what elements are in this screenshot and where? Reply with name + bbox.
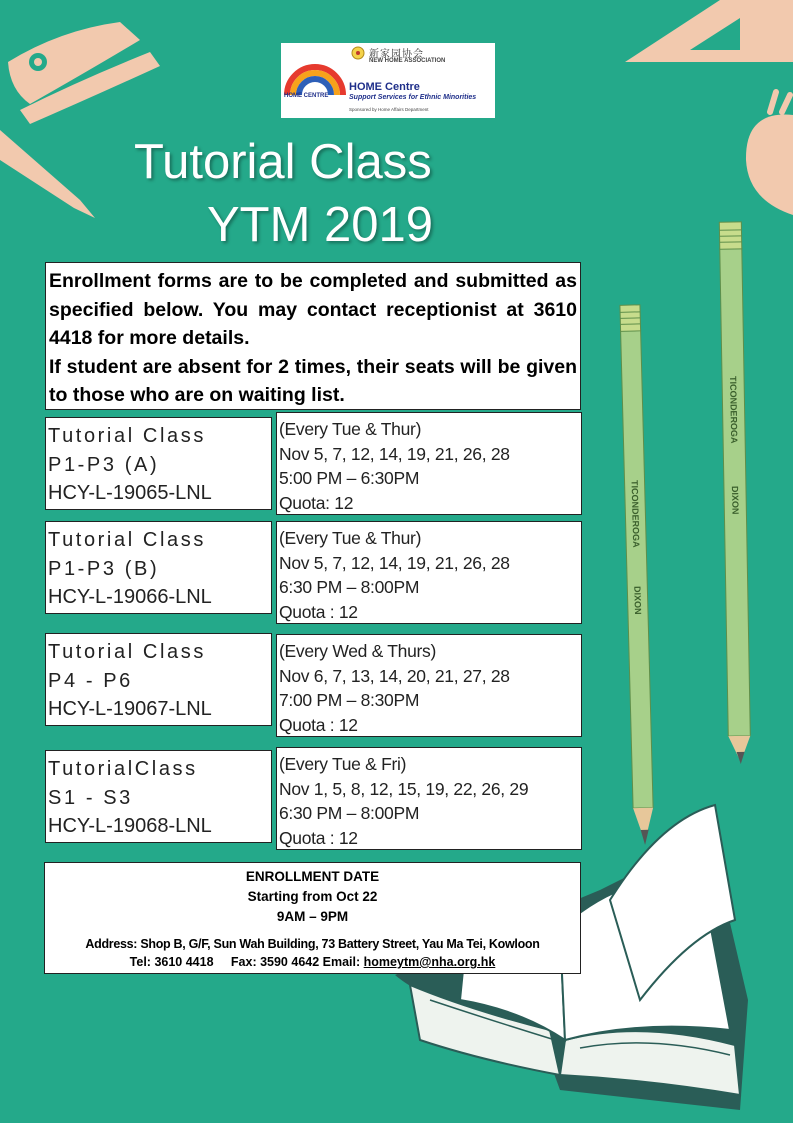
nha-chinese-name: 新家园协会 xyxy=(369,49,424,60)
home-centre-small-label: HOME CENTRE xyxy=(284,93,329,99)
telephone: Tel: 3610 4418 xyxy=(129,955,214,969)
class-time: 7:00 PM – 8:30PM xyxy=(279,690,420,710)
class-level: P1-P3 (A) xyxy=(48,453,160,476)
class-schedule-box xyxy=(276,412,582,515)
sponsor-text: Sponsored by Home Affairs Department xyxy=(349,107,429,112)
contact-line xyxy=(45,953,580,971)
class-name: Tutorial Class xyxy=(48,641,206,663)
class-code: HCY-L-19068-LNL xyxy=(48,815,212,837)
enrollment-address: Address: Shop B, G/F, Sun Wah Building, 73 Battery Street, Yau Ma Tei, Kowloon xyxy=(85,937,540,951)
class-dates: Nov 1, 5, 8, 12, 15, 19, 22, 26, 29 xyxy=(279,778,529,799)
class-label-box xyxy=(45,417,272,510)
class-quota: Quota : 12 xyxy=(279,714,358,735)
intro-notice xyxy=(45,262,581,410)
pencil-left-icon xyxy=(620,305,654,845)
intro-paragraph-1: Enrollment forms are to be completed and submitted as specified below. You may contact receptionist at 3610 4418 for more details. xyxy=(49,270,577,349)
class-quota: Quota: 12 xyxy=(279,492,354,513)
class-level: P4 - P6 xyxy=(48,669,133,692)
home-centre-logo xyxy=(281,43,495,118)
enrollment-start: Starting from Oct 22 xyxy=(247,889,378,904)
pencil-brand-text: TICONDEROGA xyxy=(629,479,642,548)
class-schedule-box xyxy=(276,747,582,850)
stapler-icon xyxy=(8,22,160,124)
ruler-icon xyxy=(625,0,793,62)
email-label: Email: xyxy=(322,955,361,969)
class-days: (Every Wed & Thurs) xyxy=(279,641,437,661)
pencil-right-icon xyxy=(719,222,750,764)
enrollment-hours: 9AM – 9PM xyxy=(276,909,349,924)
class-time: 6:30 PM – 8:00PM xyxy=(279,577,420,597)
class-label-box xyxy=(45,750,272,843)
class-quota: Quota : 12 xyxy=(279,827,358,848)
pencil-maker-text-2: DIXON xyxy=(729,485,741,515)
class-name: Tutorial Class xyxy=(48,529,206,551)
class-name: TutorialClass xyxy=(48,758,198,780)
page-title-line2: YTM 2019 xyxy=(207,198,434,252)
class-dates: Nov 5, 7, 12, 14, 19, 21, 26, 28 xyxy=(279,552,510,573)
enrollment-heading: ENROLLMENT DATE xyxy=(245,869,380,884)
class-time: 6:30 PM – 8:00PM xyxy=(279,803,420,823)
intro-paragraph-2: If student are absent for 2 times, their seats will be given to those who are on waiting list. xyxy=(49,355,577,406)
apple-icon xyxy=(746,92,793,215)
class-days: (Every Tue & Thur) xyxy=(279,419,422,439)
class-schedule-box xyxy=(276,634,582,737)
class-label-box xyxy=(45,521,272,614)
pencil-brand-text-2: TICONDEROGA xyxy=(728,375,740,444)
rainbow-logo-icon xyxy=(281,43,349,118)
class-time: 5:00 PM – 6:30PM xyxy=(279,468,420,488)
pencil-maker-text: DIXON xyxy=(632,585,644,615)
page-title-line1: Tutorial Class xyxy=(134,135,432,189)
pencil-decor-icon xyxy=(0,130,95,218)
home-centre-subtitle: Support Services for Ethnic Minorities xyxy=(349,94,477,101)
class-level: S1 - S3 xyxy=(48,786,133,809)
class-code: HCY-L-19066-LNL xyxy=(48,586,212,608)
class-label-box xyxy=(45,633,272,726)
class-code: HCY-L-19067-LNL xyxy=(48,698,212,720)
class-days: (Every Tue & Thur) xyxy=(279,528,422,548)
fax: Fax: 3590 4642 xyxy=(230,955,320,969)
class-name: Tutorial Class xyxy=(48,425,206,447)
class-quota: Quota : 12 xyxy=(279,601,358,622)
class-dates: Nov 5, 7, 12, 14, 19, 21, 26, 28 xyxy=(279,443,510,464)
enrollment-info xyxy=(44,862,581,974)
class-days: (Every Tue & Fri) xyxy=(279,754,407,774)
class-level: P1-P3 (B) xyxy=(48,557,160,580)
home-centre-title: HOME Centre xyxy=(349,81,420,93)
class-code: HCY-L-19065-LNL xyxy=(48,482,212,504)
nha-emblem-icon xyxy=(351,46,365,60)
nha-english-name: NEW HOME ASSOCIATION xyxy=(369,58,446,64)
email-link[interactable]: homeytm@nha.org.hk xyxy=(363,955,496,969)
class-dates: Nov 6, 7, 13, 14, 20, 21, 27, 28 xyxy=(279,665,510,686)
class-schedule-box xyxy=(276,521,582,624)
